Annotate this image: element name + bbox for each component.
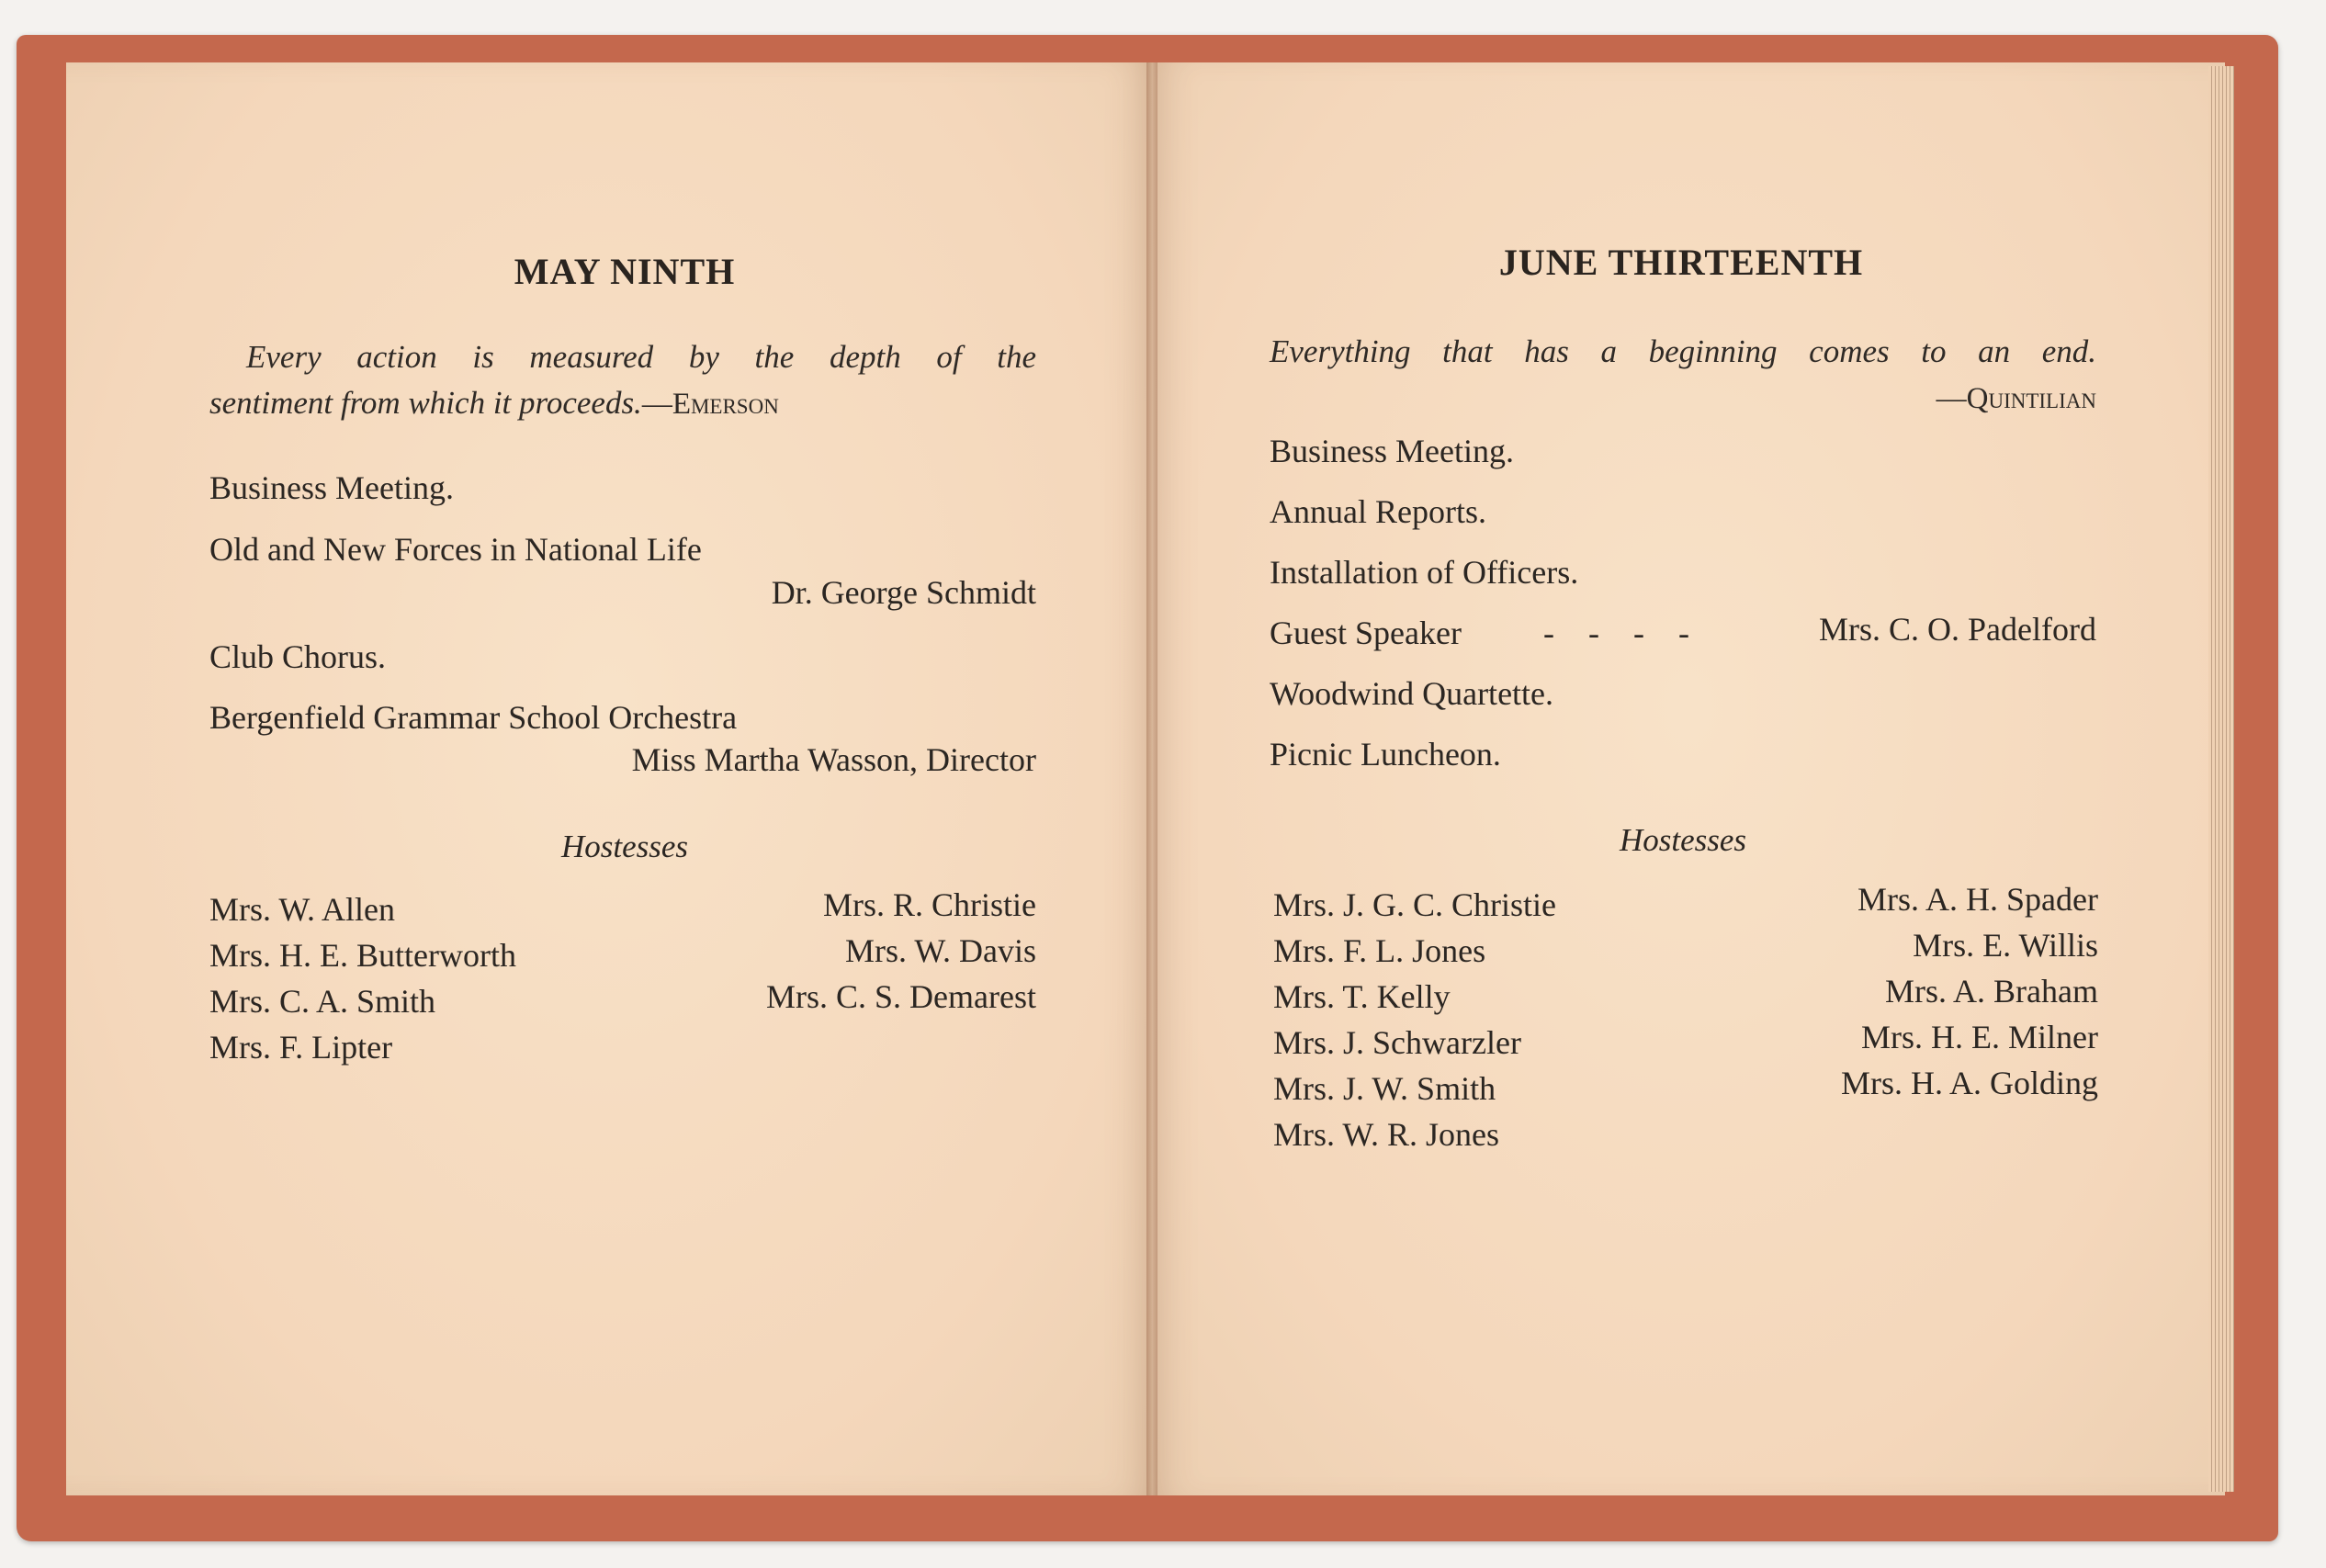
left-item-business: Business Meeting.	[209, 469, 454, 506]
right-item-installation: Installation of Officers.	[1270, 554, 1579, 591]
right-hostess-name: Mrs. F. L. Jones	[1273, 932, 1486, 969]
left-heading: MAY NINTH	[514, 251, 736, 292]
right-hostess-name: Mrs. H. A. Golding	[1840, 1065, 2098, 1101]
right-hostesses-title: Hostesses	[1619, 822, 1747, 858]
left-hostess-name: Mrs. W. Allen	[209, 891, 396, 928]
right-item-guest-dashes: - - - -	[1543, 615, 1702, 651]
right-hostesses-right-column	[1731, 876, 2098, 1106]
right-hostess-name: Mrs. E. Willis	[1913, 927, 2098, 964]
right-hostess-name: Mrs. J. Schwarzler	[1273, 1024, 1521, 1061]
left-item-chorus: Club Chorus.	[209, 638, 387, 675]
right-item-quartette: Woodwind Quartette.	[1270, 675, 1554, 712]
right-item-guest-name: Mrs. C. O. Padelford	[1819, 611, 2096, 648]
book-gutter	[1146, 62, 1157, 1495]
left-item-forces-speaker: Dr. George Schmidt	[771, 574, 1036, 611]
left-quote-line2-text: sentiment from which it proceeds.	[209, 385, 642, 421]
left-item-orchestra: Bergenfield Grammar School Orchestra	[209, 699, 738, 736]
right-hostess-name: Mrs. W. R. Jones	[1273, 1116, 1500, 1153]
right-hostess-name: Mrs. J. W. Smith	[1273, 1070, 1496, 1107]
right-hostess-name: Mrs. H. E. Milner	[1861, 1019, 2098, 1055]
right-item-reports: Annual Reports.	[1270, 493, 1486, 530]
left-quote-author: —Emerson	[641, 388, 779, 421]
right-quote-author: —Quintilian	[1936, 382, 2096, 415]
left-quote-line1: Every action is measured by the depth of the	[246, 339, 1036, 375]
left-hostess-name: Mrs. W. Davis	[844, 932, 1036, 969]
left-hostess-name: Mrs. C. A. Smith	[209, 983, 436, 1020]
left-hostess-name: Mrs. C. S. Demarest	[766, 978, 1036, 1015]
left-hostess-name: Mrs. R. Christie	[822, 886, 1036, 923]
left-quote	[209, 334, 1036, 427]
right-hostess-name: Mrs. A. H. Spader	[1857, 881, 2098, 918]
right-hostess-name: Mrs. T. Kelly	[1273, 978, 1451, 1015]
left-hostesses-left-column	[209, 886, 516, 1070]
right-item-picnic: Picnic Luncheon.	[1270, 736, 1501, 773]
left-quote-line2	[209, 380, 1036, 427]
left-hostess-name: Mrs. F. Lipter	[209, 1029, 393, 1066]
left-hostess-name: Mrs. H. E. Butterworth	[209, 937, 516, 974]
right-heading: JUNE THIRTEENTH	[1498, 242, 1864, 283]
right-item-guest-label: Guest Speaker	[1270, 615, 1462, 651]
right-item-business: Business Meeting.	[1270, 433, 1514, 469]
right-quote	[1270, 329, 2096, 422]
right-hostess-name: Mrs. A. Braham	[1885, 973, 2098, 1010]
right-hostesses-left-column	[1273, 882, 1556, 1157]
page-edges	[2208, 66, 2234, 1492]
right-hostess-name: Mrs. J. G. C. Christie	[1273, 886, 1557, 923]
right-quote-line2	[1270, 375, 2096, 422]
left-item-orchestra-director: Miss Martha Wasson, Director	[631, 741, 1036, 778]
left-item-forces: Old and New Forces in National Life	[209, 531, 702, 568]
right-quote-line1: Everything that has a beginning comes to an end.	[1270, 333, 2096, 369]
left-hostesses-right-column	[669, 882, 1036, 1020]
left-hostesses-title: Hostesses	[560, 829, 689, 864]
